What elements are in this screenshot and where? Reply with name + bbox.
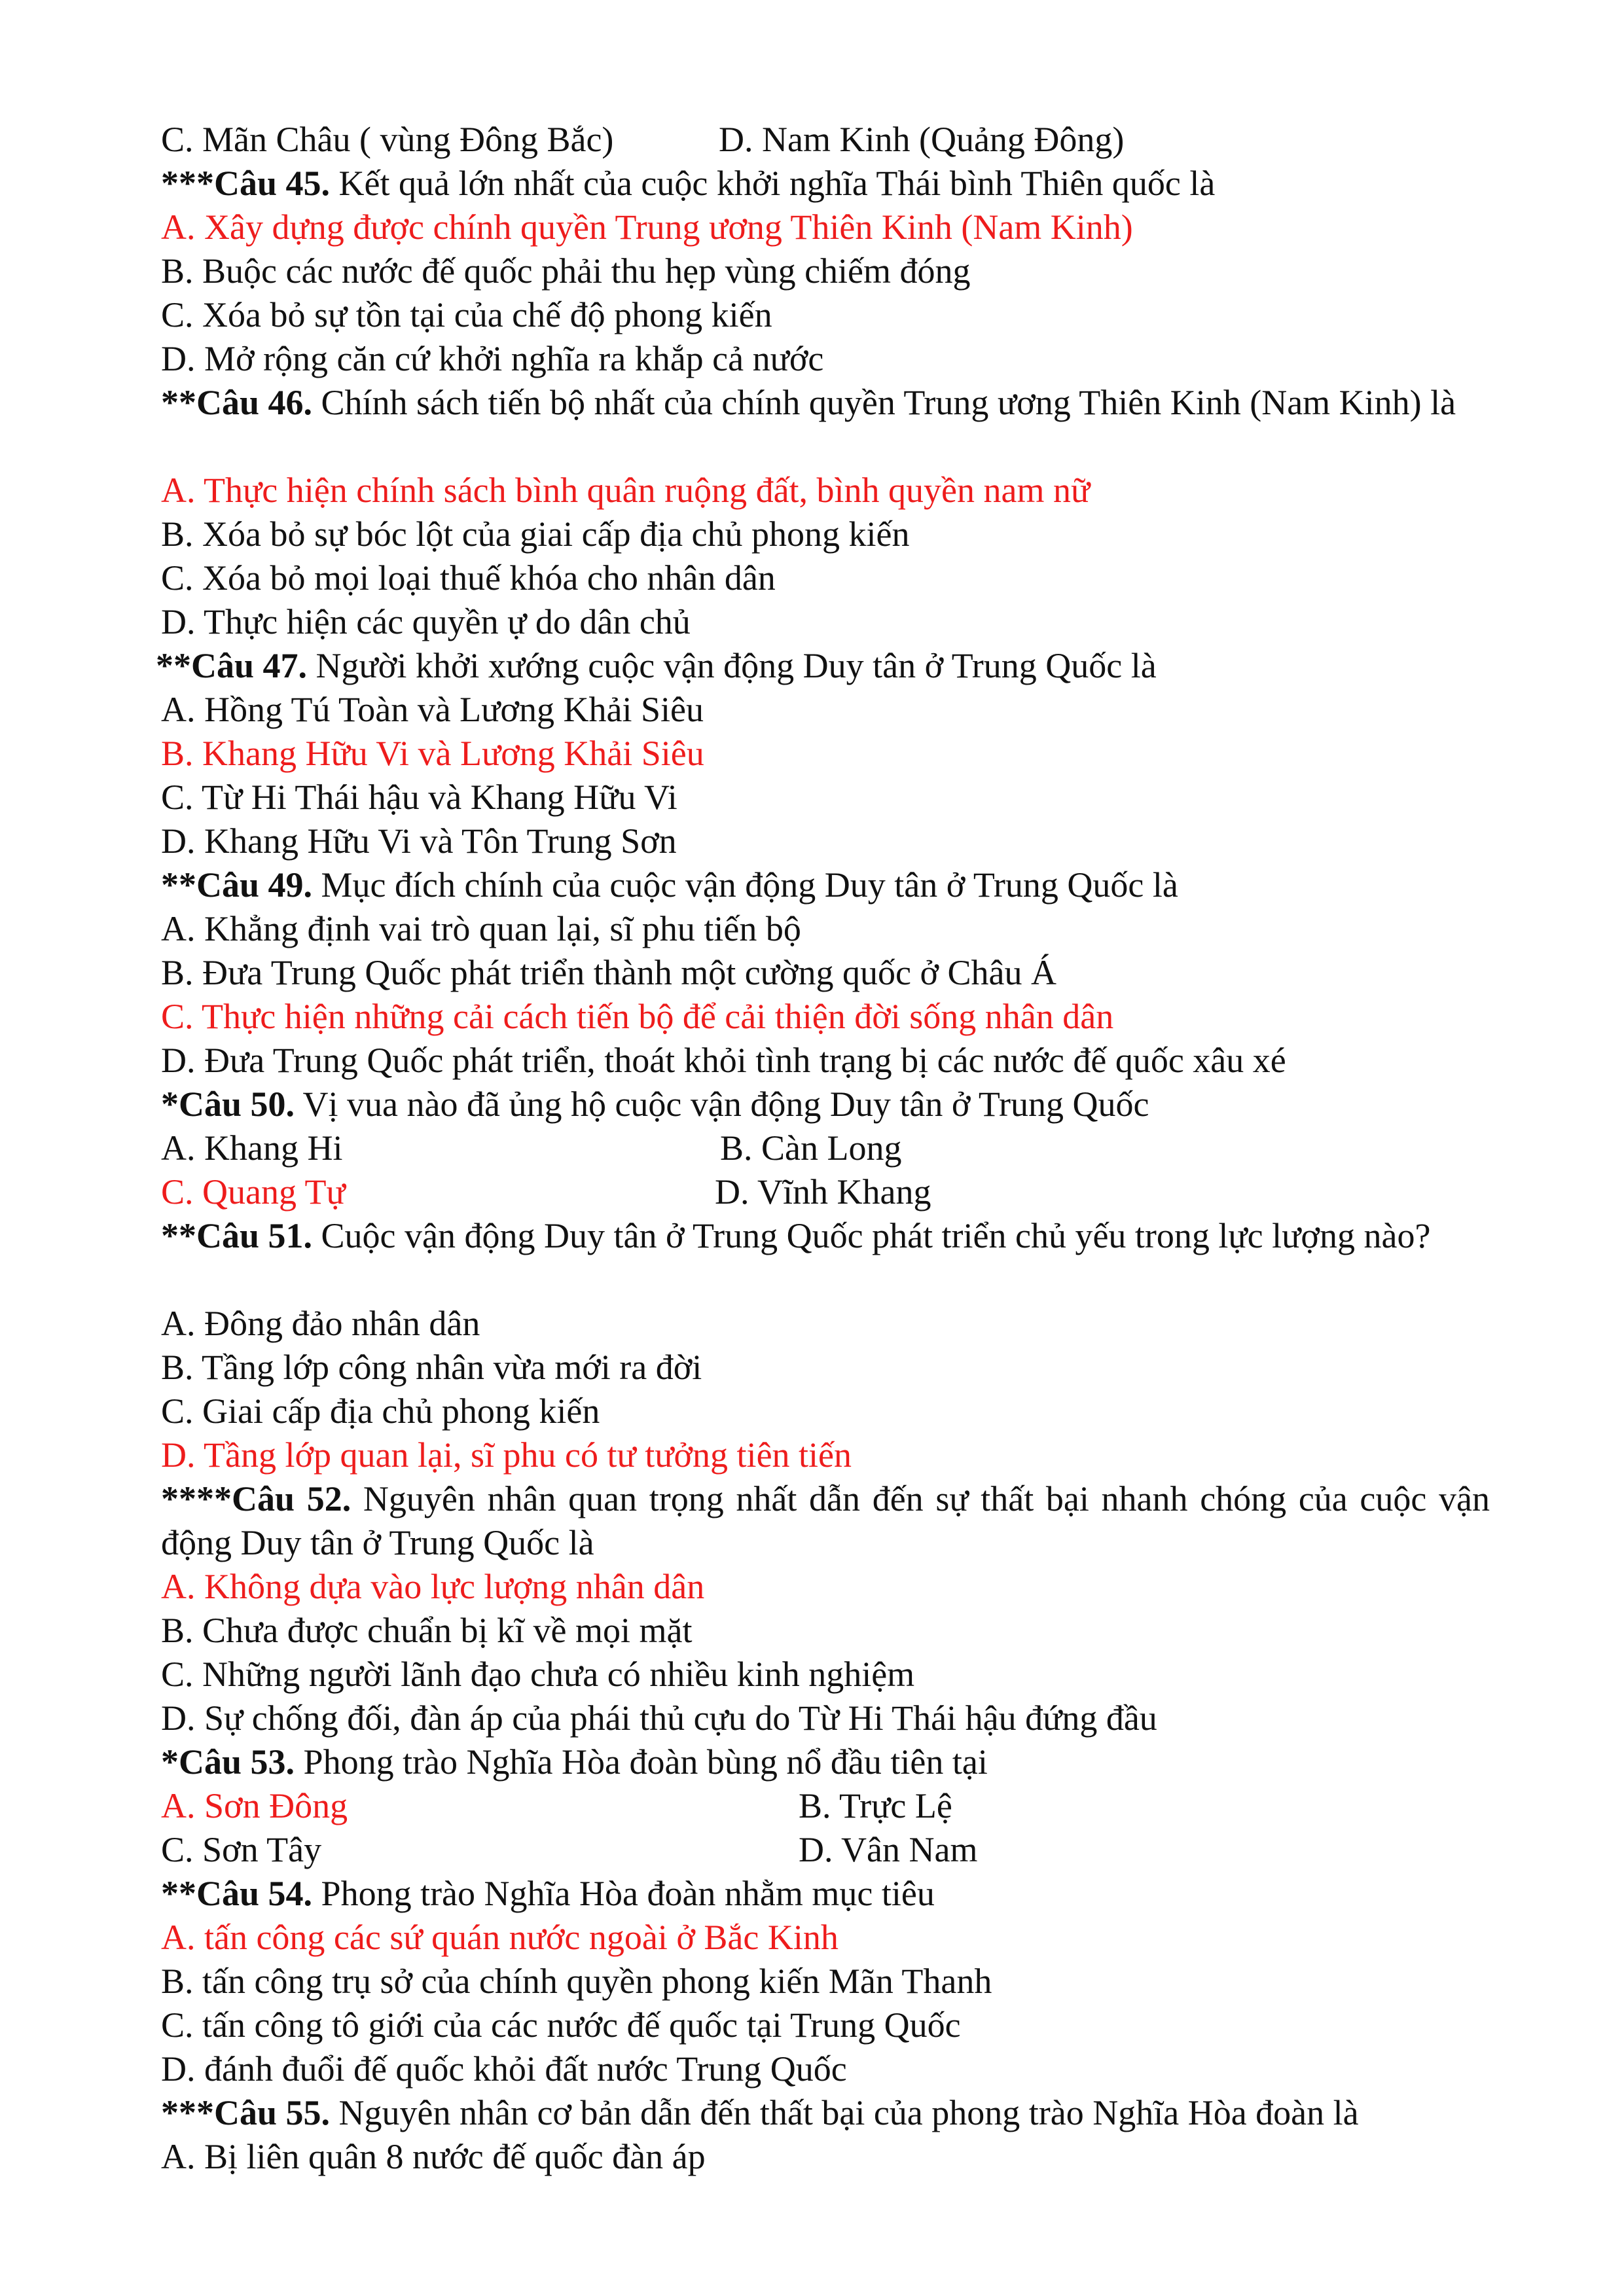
answer-a: A. Khang Hi [161,1128,343,1168]
answer-b: B. Càn Long [720,1128,902,1168]
answer-b: B. Buộc các nước đế quốc phải thu hẹp vùng chiếm đóng [161,251,971,291]
answer-d-correct: D. Tầng lớp quan lại, sĩ phu có tư tưởng tiên tiến [161,1435,852,1475]
answer-a-correct: A. Xây dựng được chính quyền Trung ương Thiên Kinh (Nam Kinh) [161,207,1133,247]
answer-row-cd [161,1828,1490,1872]
answer-c: C. Sơn Tây [161,1830,322,1869]
question-number: ****Câu 52. [161,1479,352,1518]
answer-a-correct: A. tấn công các sứ quán nước ngoài ở Bắc Kinh [161,1918,839,1957]
question-47 [156,644,1485,688]
answer-c-correct: C. Quang Tự [161,1172,346,1211]
option-c: C. Mãn Châu ( vùng Đông Bắc) [161,120,614,159]
answer-d: D. Sự chống đối, đàn áp của phái thủ cựu do Từ Hi Thái hậu đứng đầu [161,1698,1157,1738]
question-number: ***Câu 55. [161,2093,331,2132]
answer-c: C. Xóa bỏ sự tồn tại của chế độ phong kiến [161,295,772,334]
question-49 [161,863,1490,907]
answer-a-correct: A. Sơn Đông [161,1786,348,1825]
answer-row-cd [161,1170,1490,1214]
question-number: **Câu 51. [161,1216,313,1255]
answer-d: D. Vĩnh Khang [715,1172,931,1211]
answer-d: D. Mở rộng căn cứ khởi nghĩa ra khắp cả nước [161,339,824,378]
answer-c: C. Từ Hi Thái hậu và Khang Hữu Vi [161,778,677,817]
question-54 [161,1872,1490,1916]
answer-a: A. Đông đảo nhân dân [161,1304,480,1343]
answer-a-correct: A. Không dựa vào lực lượng nhân dân [161,1567,705,1606]
answer-row-ab [161,1126,1490,1170]
answer-a: A. Bị liên quân 8 nước đế quốc đàn áp [161,2137,706,2176]
question-text: Cuộc vận động Duy tân ở Trung Quốc phát triển chủ yếu trong lực lượng nào? [312,1216,1431,1255]
answer-d: D. đánh đuổi đế quốc khỏi đất nước Trung Quốc [161,2049,847,2089]
answer-c-correct: C. Thực hiện những cải cách tiến bộ để cải thiện đời sống nhân dân [161,997,1114,1036]
answer-d: D. Vân Nam [799,1830,978,1869]
answer-a: A. Khẳng định vai trò quan lại, sĩ phu tiến bộ [161,909,801,948]
question-45 [161,162,1490,206]
question-50 [161,1083,1490,1126]
question-text: Phong trào Nghĩa Hòa đoàn nhằm mục tiêu [312,1874,935,1913]
answer-b: B. Chưa được chuẩn bị kĩ về mọi mặt [161,1611,693,1650]
question-text: Chính sách tiến bộ nhất của chính quyền Trung ương Thiên Kinh (Nam Kinh) là [312,383,1456,422]
question-55 [161,2091,1490,2135]
answer-c: C. tấn công tô giới của các nước đế quốc tại Trung Quốc [161,2005,961,2045]
option-d: D. Nam Kinh (Quảng Đông) [719,120,1125,159]
answer-b: B. Xóa bỏ sự bóc lột của giai cấp địa chủ phong kiến [161,514,910,554]
question-52 [161,1477,1490,1565]
answer-row-ab [161,1784,1490,1828]
question-number: **Câu 49. [161,865,313,905]
question-text: Phong trào Nghĩa Hòa đoàn bùng nổ đầu tiên tại [295,1742,988,1782]
question-51 [161,1214,1490,1258]
answer-d: D. Đưa Trung Quốc phát triển, thoát khỏi tình trạng bị các nước đế quốc xâu xé [161,1041,1286,1080]
answer-a-correct: A. Thực hiện chính sách bình quân ruộng đất, bình quyền nam nữ [161,471,1091,510]
answer-b: B. Đưa Trung Quốc phát triển thành một cường quốc ở Châu Á [161,953,1057,992]
answer-d: D. Khang Hữu Vi và Tôn Trung Sơn [161,821,677,861]
question-text: Mục đích chính của cuộc vận động Duy tân ở Trung Quốc là [312,865,1178,905]
answer-b: B. Tầng lớp công nhân vừa mới ra đời [161,1348,702,1387]
question-text: Kết quả lớn nhất của cuộc khởi nghĩa Thái bình Thiên quốc là [330,164,1216,203]
question-number: **Câu 46. [161,383,313,422]
question-46 [161,381,1490,425]
question-text: Vị vua nào đã ủng hộ cuộc vận động Duy tân ở Trung Quốc [295,1085,1149,1124]
question-text: Người khởi xướng cuộc vận động Duy tân ở Trung Quốc là [307,646,1157,685]
answer-d: D. Thực hiện các quyền ự do dân chủ [161,602,691,641]
answer-c: C. Những người lãnh đạo chưa có nhiều kinh nghiệm [161,1655,915,1694]
question-53 [161,1740,1490,1784]
question-number: *Câu 53. [161,1742,295,1782]
question-number: **Câu 54. [161,1874,313,1913]
question-number: ***Câu 45. [161,164,331,203]
answer-b: B. tấn công trụ sở của chính quyền phong kiến Mãn Thanh [161,1962,992,2001]
top-options-row [161,118,1490,162]
answer-c: C. Xóa bỏ mọi loại thuế khóa cho nhân dân [161,558,776,598]
question-text: Nguyên nhân quan trọng nhất dẫn đến sự thất bại nhanh chóng của cuộc vận động Duy tân ở Trung Quốc là [161,1479,1490,1562]
question-text: Nguyên nhân cơ bản dẫn đến thất bại của phong trào Nghĩa Hòa đoàn là [330,2093,1359,2132]
answer-b: B. Trực Lệ [799,1786,952,1825]
answer-c: C. Giai cấp địa chủ phong kiến [161,1391,600,1431]
question-number: **Câu 47. [156,646,308,685]
answer-a: A. Hồng Tú Toàn và Lương Khải Siêu [161,690,704,729]
question-number: *Câu 50. [161,1085,295,1124]
answer-b-correct: B. Khang Hữu Vi và Lương Khải Siêu [161,734,704,773]
